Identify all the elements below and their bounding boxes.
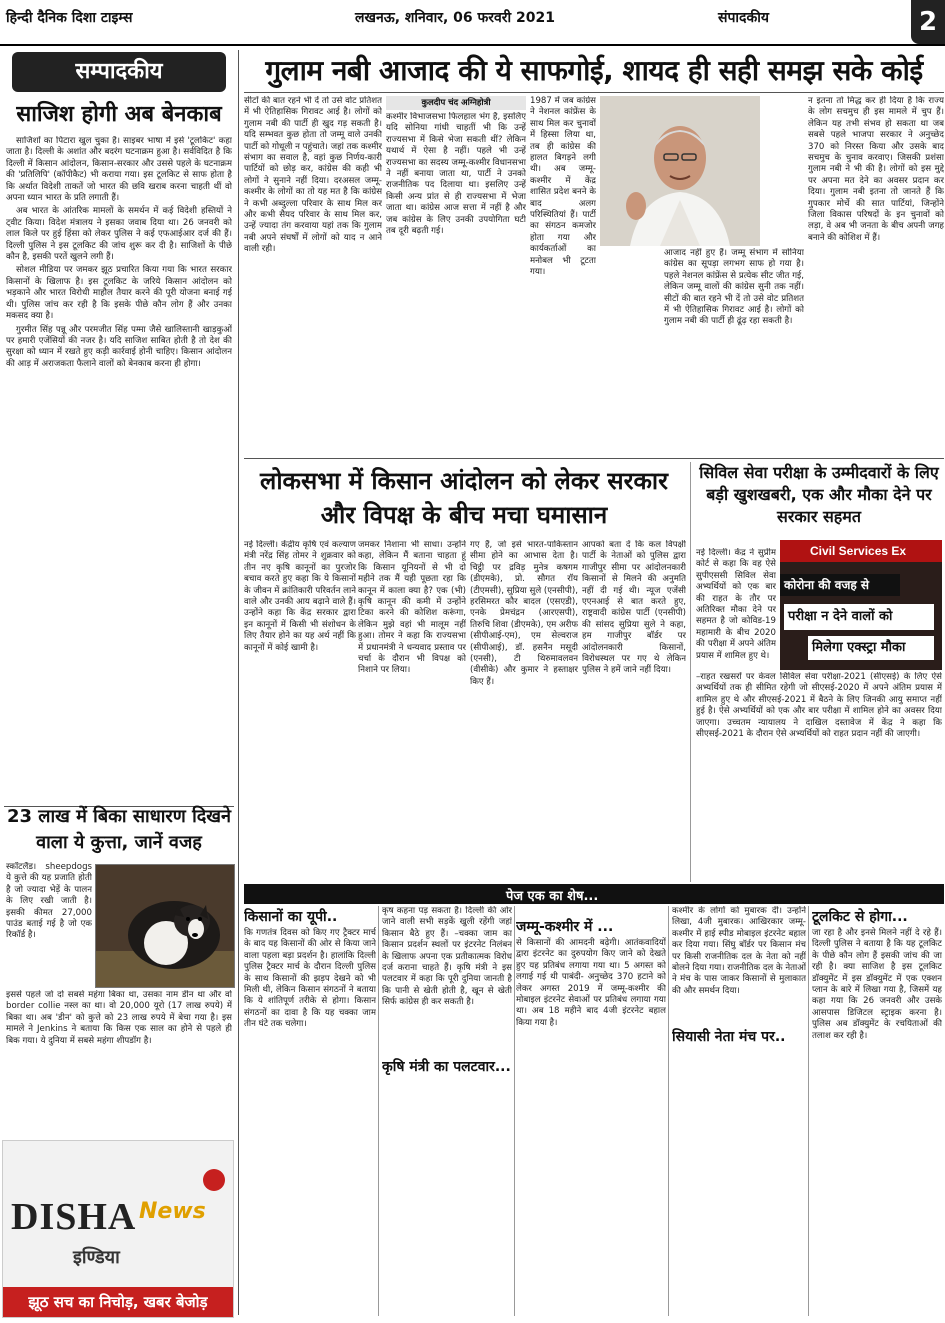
editorial-paragraph: सोशल मीडिया पर जमकर झूठ प्रचारित किया गया कि भारत सरकार किसानों के खिलाफ है। इस टूलकिट के जरिये किसान आंदोलन को भड़काने और भारत विरोधी माहौल तैयार करने की पूरी योजना बनाई गई थी। पुलिस जांच कर रही है कि इसके पीछे कौन लोग हैं और उनका मकसद क्या है। xyxy=(6,265,232,322)
column-divider xyxy=(378,906,379,1316)
civil-services-photo xyxy=(780,540,942,670)
continuation-text: कि गणतंत्र दिवस को किए गए ट्रैक्टर मार्च के बाद यह किसानों की ओर से किया जाने वाला पहला बड़ा प्रदर्शन है। हालांकि दिल्ली पुलिस ट्रैक्टर मार्च के दौरान दिल्ली पुलिस के साथ किसानों की झड़प देखने को भी मिली थी, लेकिन किसान संगठनों ने बताया कि ये शांतिपूर्ण तरीके से होगा। किसान संगठनों का दावा है कि यह चक्का जाम तीन घंटे तक चलेगा। xyxy=(244,928,376,1030)
civil-headline: सिविल सेवा परीक्षा के उम्मीदवारों के लिए बड़ी खुशखबरी, एक और मौका देने पर सरकार सहमत xyxy=(699,463,939,526)
lead-column-1: सीटों की बात रहने भी दें तो उसे वोट प्रतिशत में भी ऐतिहासिक गिरावट आई है। लोगों को गुलाम नबी की पार्टी ही खुद गड़ सकती है। यदि सम्भवत कुछ होता तो जम्मू वाले उनकी पार्टी को गोधूली न पहुंचाते। जहां तक कश्मीर संभाग का सवाल है, वहां कुछ निर्णय-कारी पार्टियों को छोड़ कर, कांग्रेस की कही भी लोगों ने सुनाने नहीं दिया। दरअसल जम्मू-कश्मीर के लोगों का तो यह मत है कि कांग्रेस ने कभी अब्दुल्ला परिवार के साथ मिल कर और कभी सैयद परिवार के साथ मिल कर, उन्हें ज्यादा तंग करवाया यहां तक कि गुलाम नबी अपने संघर्षों में लोगों को याद न आने वाली रही। xyxy=(244,96,382,255)
continuation-column xyxy=(382,906,512,1318)
dog-photo xyxy=(95,864,235,988)
photo-caption-banner: Civil Services Ex xyxy=(780,540,942,562)
page-number: 2 xyxy=(911,0,945,44)
photo-caption-line: मिलेगा एक्स्ट्रा मौका xyxy=(808,636,934,660)
continuation-text: कश्मीर के लोगों को मुबारक दी। उन्होंने लिखा, 4जी मुबारक। आखिरकार जम्मू-कश्मीर में हाई स्पीड मोबाइल इंटरनेट बहाल कर दिया गया। सिंघु बॉर्डर पर किसान मंच पर किसी राजनीतिक दल के नेता को नहीं बोलने दिया गया। राजनीतिक दल के नेताओं ने मंच के पास जाकर किसानों से मुलाकात की और समर्थन दिया। xyxy=(672,906,806,996)
continuation-head: कृषि मंत्री का पलटवार... xyxy=(382,1059,511,1075)
column-divider xyxy=(514,906,515,1316)
continuation-text: जा रहा है और इनसे मिलने नहीं दे रहे हैं। दिल्ली पुलिस ने बताया है कि यह टूलकिट के पीछे कौन लोग हैं इसकी जांच की जा रही है। क्या साजिश है इस टूलकिट डॉक्युमेंट में इस डॉक्युमेंट में एक एक्शन प्लान के बारे में लिखा गया है, जिसमें यह कहा गया कि 26 जनवरी और उसके आसपास डिजिटल स्ट्राइक करना है। पुलिस अब डॉक्युमेंट के रचयिताओं की तलाश कर रही है। xyxy=(812,928,942,1041)
microphone-icon xyxy=(203,1169,225,1191)
continuation-column xyxy=(812,906,942,1318)
editorial-banner: सम्पादकीय xyxy=(12,52,226,92)
lead-headline: गुलाम नबी आजाद की ये साफगोई, शायद ही सही समझ सके कोई xyxy=(265,54,923,87)
continuation-column xyxy=(244,906,376,1318)
column-divider xyxy=(238,50,239,1315)
promo-news: News xyxy=(139,1199,206,1224)
editorial-paragraph: गुरमीत सिंह पन्नू और परमजीत सिंह पम्मा जैसे खालिस्तानी खाड़कुओं पर हमारी एजेंसियों की नजर है। यदि साजिश साबित होती है तो देश की सुरक्षा को ध्यान में रखते हुए कड़ी कार्रवाई होनी चाहिए। किसान आंदोलन की आड़ में अराजकता फैलाने वालों को बेनकाब करना ही होगा। xyxy=(6,324,232,369)
continuation-column xyxy=(672,906,806,1318)
continuation-head: किसानों का यूपी.. xyxy=(244,909,338,925)
promo-tagline: झूठ सच का निचोड़, खबर बेजोड़ xyxy=(3,1287,233,1317)
dog-story-headline: 23 लाख में बिका साधारण दिखने वाला ये कुत्ता, जानें वजह xyxy=(6,806,232,853)
promo-india: इण्डिया xyxy=(73,1247,120,1268)
lead-column-5: न इतना तो मिद्ध कर ही दिया है कि राज्य के लोग सचमुच ही इस मामले में चुप हैं। लेकिन यह तभी संभव हो सकता था जब सबसे पहले भाजपा सरकार ने अनुच्छेद 370 को निरस्त किया और उसके बाद सचमुच के चुनाव करवाए। जिसकी प्रशंसा गुलाम नबी ने भी की है। लोगों को इस मुद्दे पर अपना मत देने का अवसर प्रदान कर दिया। गुलाम नबी इतना तो जानते हैं कि गुपकार मोर्चे की सात पार्टियां, जिन्होंने जिला विकास परिषदों के इन चुनावों को लड़ा, वे अब भी जनता के बीच अपनी जगह बनाने की कोशिश में हैं। xyxy=(808,96,944,243)
column-divider xyxy=(668,906,669,1316)
column-divider xyxy=(808,906,809,1316)
editorial-body xyxy=(6,136,232,856)
azad-photo xyxy=(600,96,760,246)
continued-bar xyxy=(244,884,944,904)
continuation-column xyxy=(516,906,666,1318)
civil-body: –राहत रखसरों पर केवल सिविल सेवा परीक्षा-2021 (सीएसई) के लिए ऐसे अभ्यर्थियों तक ही सीमित रहेगी जो सीएसई-2020 में अपने अंतिम प्रयास में शामिल हुए थे और सीएसई-2021 में बैठने के लिए जिनकी आयु समाप्त नहीं हुई है। ऐसे अभ्यर्थियों को एक और बार परीक्षा में शामिल होने का अवसर दिया जाएगा। उच्चतम न्यायालय ने दाखिल दस्तावेज में केंद्र ने कहा कि सीएसई-2021 के दौरान ऐसे अभ्यर्थियों को राहत प्रदान नहीं की जाएगी। xyxy=(696,672,942,740)
editorial-headline: साजिश होगी अब बेनकाब xyxy=(16,102,222,127)
lead-byline: कुलदीप चंद अग्निहोत्री xyxy=(386,96,526,110)
dog-story-body: इससे पहले जो दो सबसे महंगा बिका था, उसका नाम डीन था और वो border collie नस्ल का था। वो 20,000 यूरो (17 लाख रुपये) में बिका था। अब 'डीन' को कुत्ते को 23 लाख रुपये में बेचा गया है। इस मामले ने Jenkins ने बताया कि किस एक साल का होने से पहले ही बिक गया। ये दुनिया में सबसे महंगा शीपडॉग है। xyxy=(6,990,232,1046)
continuation-head: जम्मू-कश्मीर में ... xyxy=(516,919,614,935)
dateline: लखनऊ, शनिवार, 06 फरवरी 2021 xyxy=(355,10,555,26)
politician-illustration xyxy=(600,96,760,246)
promo-brand: DISHA xyxy=(11,1196,137,1238)
section-name: संपादकीय xyxy=(718,10,769,26)
farmer-headline: लोकसभा में किसान आंदोलन को लेकर सरकार और विपक्ष के बीच मचा घमासान xyxy=(260,467,668,529)
dog-illustration xyxy=(96,865,235,988)
farmer-column-3: गए हैं, जो इसे भारत-पाकिस्तान सीमा होने का आभास देता है। चिट्ठी पर द्रविड़ मुनेत्र कषगम (डीएमके), प्रो. सौगत रॉय (टीएमसी), सुप्रिया सुले (एनसीपी), हरसिमरत कौर बादल (एसएडी), एनके प्रेमचंद्रन (आरएसपी), तिरुचि शिवा (डीएमके), एम अरीफ (सीपीआई-एम), एम सेल्वराज (सीपीआई), डॉ. हसनैन मसूदी (एनसी), टी थिरुमावलवन (वीसीके) और कुमार ने हस्ताक्षर किए हैं। xyxy=(470,540,578,687)
lead-column-2: कश्मीर विभाजसभा फिलहाल भंग है, इसलिए यदि सोनिया गांधी चाहतीं भी कि उन्हें राज्यसभा में किसे भेजा सकती थीं? लेकिन यथार्थ में ऐसा है नहीं। पहले भी उन्हें राज्यसभा का सदस्य जम्मू-कश्मीर विधानसभा ने नहीं बनाया जाता था, पार्टी ने उनको राजनीतिक पद दिलाया था। इसलिए उन्हें किसी अन्य प्रांत से ही राज्यसभा में भेजा जाता था। कांग्रेस आज सत्ता में नहीं है और जब कांग्रेस के लिए उनकी उपयोगिता घटी तब दूरी बढ़ती गई। xyxy=(386,112,526,237)
left-column xyxy=(0,50,238,1323)
lead-bottom-rule xyxy=(244,458,944,459)
continuation-head: टूलकिट से होगा... xyxy=(812,909,908,925)
masthead xyxy=(0,0,945,46)
editorial-paragraph: अब भारत के आंतरिक मामलों के समर्थन में कई विदेशी हस्तियों ने ट्वीट किया। विदेश मंत्रालय ने इसका जवाब दिया था। 26 जनवरी को लाल किले पर हुई हिंसा को लेकर पुलिस ने कई एफआईआर दर्ज की हैं। दिल्ली पुलिस ने इस टूलकिट की जांच शुरू कर दी है। साजिशों के पीछे कौन है, इसकी परतें खुलने लगी हैं। xyxy=(6,206,232,263)
lead-column-4: आजाद नहीं हुए हैं। जम्मू संभाग में सोनिया कांग्रेस का सूपड़ा लगभग साफ हो गया है। पहले नेशनल कांफ्रेंस से प्रत्येक सीट जीत गई, लेकिन जम्मू वालों की कांग्रेस सुनी तक नहीं। सीटों की बात रहने भी दें तो उसे वोट प्रतिशत में भी ऐतिहासिक गिरावट आई है। लोगों को गुलाम नबी की पार्टी ही ढूंढ़ रहा सकती है। xyxy=(664,248,804,327)
continuation-text: से किसानों की आमदनी बढ़ेगी। आतंकवादियों द्वारा इंटरनेट का दुरुपयोग किए जाने को देखते हुए यह प्रतिबंध लगाया गया था। 5 अगस्त को लगाई गई थी पाबंदी- अनुच्छेद 370 हटाने को लेकर अगस्त 2019 में जम्मू-कश्मीर की मोबाइल इंटरनेट सेवाओं पर प्रतिबंध लगाया गया था। अब 18 महीने बाद 4जी इंटरनेट बहाल किया गया है। xyxy=(516,938,666,1028)
photo-caption-line: परीक्षा न देने वालों को xyxy=(784,604,934,630)
lead-rule xyxy=(244,92,944,93)
civil-intro: नई दिल्ली। केंद्र ने सुप्रीम कोर्ट से कहा कि वह ऐसे सुपीएससी सिविल सेवा अभ्यर्थियों को एक बार की राहत के तौर पर अतिरिक्त मौका देने पर सहमत है जो कोविड-19 महामारी के बीच 2020 की परीक्षा में अपने अंतिम प्रयास में शामिल हुए थे। xyxy=(696,548,776,661)
continuation-head: सियासी नेता मंच पर.. xyxy=(672,1029,786,1045)
continued-label: पेज एक का शेष... xyxy=(506,889,599,904)
editorial-paragraph: साजिशों का पिटारा खुल चुका है। साइबर भाषा में इसे 'टूलकिट' कहा जाता है। दिल्ली के अशांत और बदरंग घटनाक्रम हुआ है। सर्वविदित है कि दिल्ली में किसान आंदोलन, किसान-सरकार और उससे पहले के घटनाक्रम की 'प्रतिलिपि' (कॉपीकैट) भी कराया गया। इस टूलकिट से साफ होता है कि अर्थात विदेशी ताकतें जो भारत की छवि खराब करना चाहती थीं वो अपना ध्यान भारत के प्रति लगाती हैं। xyxy=(6,136,232,204)
dog-story-intro: स्कॉटलैंड। sheepdogs ये कुत्ते की यह प्रजाति होती है जो ज्यादा भेड़ें के पालन के लिए रखी जाती है। इसकी कीमत 27,000 पाउंड बताई गई है जो एक रिकॉर्ड है। xyxy=(6,862,92,941)
column-divider xyxy=(690,462,691,882)
farmer-column-1: नई दिल्ली। केंद्रीय कृषि एवं कल्याण मंत्री नरेंद्र सिंह तोमर ने शुक्रवार को तीन नए कृषि कानूनों का पुरजोर बचाव करते हुए कहा कि ये किसानों के जीवन में क्रांतिकारी परिवर्तन लाने वाले और उनकी आय बढ़ाने वाले हैं। उन्होंने कहा कि केंद्र सरकार द्वारा इन कानूनों में किसी भी संशोधन के लिए तैयार होने का यह अर्थ नहीं कि कानूनों में कोई खामी है। xyxy=(244,540,356,653)
disha-news-promo xyxy=(2,1140,234,1318)
continuation-text: कृष कहना पड़ सकता है। दिल्ली की ओर जाने वाली सभी सड़कें खुली रहेंगी जहां किसान बैठे हुए हैं। –चक्का जाम का किसान प्रदर्शन स्थलों पर इंटरनेट निलंबन के खिलाफ अपना एक प्रतीकात्मक विरोध दर्ज कराना चाहते हैं। कृषि मंत्री ने इस पलटवार में कहा कि पूरी दुनिया जानती है कि पानी से खेती होती है, खून से खेती सिर्फ कांग्रेस ही कर सकती है। xyxy=(382,906,512,1008)
farmer-column-4: आपको बता दें कि कल विपक्षी पार्टी के नेताओं को पुलिस द्वारा गाजीपुर सीमा पर आंदोलनकारी किसानों से मिलने की अनुमति नहीं दी गई थी। न्यूज एजेंसी एएनआई से बात करते हुए, राष्ट्रवादी कांग्रेस पार्टी (एनसीपी) की सांसद सुप्रिया सुले ने कहा, हम गाजीपुर बॉर्डर पर आंदोलनकारी किसानों, विरोधस्थल पर गए थे लेकिन पुलिस ने हमें जाने नहीं दिया। xyxy=(582,540,686,676)
lead-column-3: 1987 में जब कांग्रेस ने नेशनल कांफ्रेंस के साथ मिल कर चुनावों में हिस्सा लिया था, तब ही कांग्रेस की हालत बिगड़ने लगी थी। अब जम्मू-कश्मीर में केंद्र शासित प्रदेश बनने के बाद अलग परिस्थितियां हैं। पार्टी का संगठन कमजोर होता गया और कार्यकर्ताओं का मनोबल भी टूटता गया। xyxy=(530,96,596,278)
paper-name: हिन्दी दैनिक दिशा टाइम्स xyxy=(6,10,133,26)
farmer-column-2: जमकर निशाना भी साधा। उन्होंने कहा, लेकिन मैं बताना चाहता हूं कि किसान यूनियनों से भी दो महीने तक मैं यही पूछता रहा कि कानून में काला क्या है? एक (भी) कृषि कानून की कमी में उन्होंने टिका करने की कोशिश करूंगा, लेकिन मुझे वहां भी मालूम नहीं हुआ। तोमर ने कहा कि राज्यसभा में प्रधानमंत्री ने धन्यवाद प्रस्ताव पर चर्चा के दौरान भी विपक्ष को निशाने पर लिया। xyxy=(358,540,466,676)
photo-caption-line: कोरोना की वजह से xyxy=(780,574,900,596)
